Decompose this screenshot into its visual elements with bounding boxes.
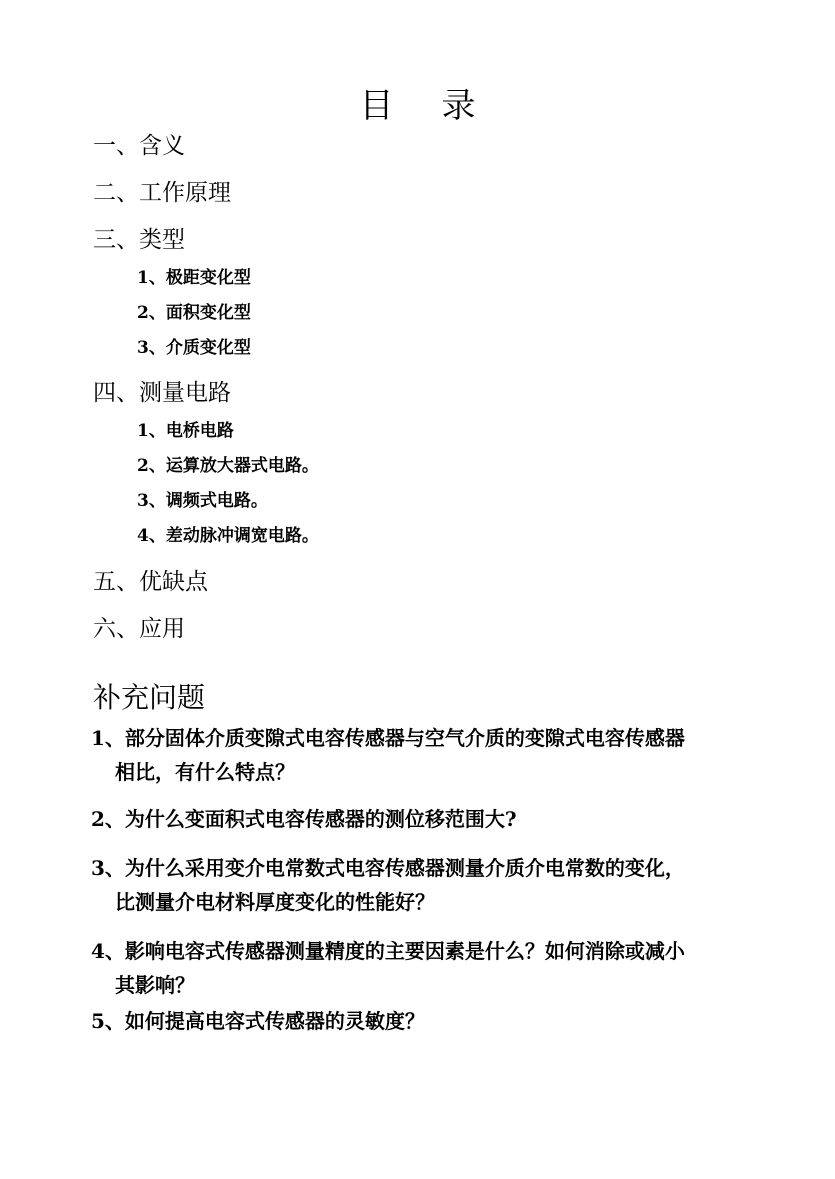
title-part-2: 录: [441, 86, 476, 126]
toc-section-2: 二、工作原理: [93, 180, 231, 206]
toc-section-3: 三、类型: [93, 227, 185, 253]
toc-section-6: 六、应用: [93, 616, 185, 642]
toc-item-4-1: 1、电桥电路: [137, 421, 234, 441]
question-1-line-1: 1、部分固体介质变隙式电容传感器与空气介质的变隙式电容传感器: [91, 726, 685, 750]
question-3-line-2: 比测量介电材料厚度变化的性能好？: [115, 890, 435, 914]
question-1-line-2: 相比，有什么特点？: [115, 760, 295, 784]
page-title: [0, 84, 835, 128]
toc-section-4: 四、测量电路: [93, 380, 231, 406]
question-4-line-2: 其影响？: [115, 973, 195, 997]
question-5: [91, 1004, 761, 1038]
question-3: [91, 851, 761, 919]
question-2-line-1: 2、为什么变面积式电容传感器的测位移范围大?: [91, 807, 517, 831]
question-3-line-1: 3、为什么采用变介电常数式电容传感器测量介质介电常数的变化，: [91, 856, 685, 880]
toc-item-3-2: 2、面积变化型: [137, 303, 251, 323]
toc-section-5: 五、优缺点: [93, 569, 208, 595]
question-4: [91, 934, 761, 1002]
question-5-line-1: 5、如何提高电容式传感器的灵敏度？: [91, 1009, 425, 1033]
question-2: [91, 802, 761, 836]
question-4-line-1: 4、影响电容式传感器测量精度的主要因素是什么？如何消除或减小: [91, 939, 685, 963]
title-part-1: 目: [359, 86, 394, 126]
question-1: [91, 721, 761, 789]
supplement-heading: 补充问题: [93, 681, 206, 714]
toc-item-4-3: 3、调频式电路。: [137, 491, 268, 511]
toc-item-3-1: 1、极距变化型: [137, 268, 251, 288]
toc-item-4-2: 2、运算放大器式电路。: [137, 456, 319, 476]
toc-item-3-3: 3、介质变化型: [137, 338, 251, 358]
toc-item-4-4: 4、差动脉冲调宽电路。: [137, 526, 319, 546]
toc-section-1: 一、含义: [93, 133, 185, 159]
